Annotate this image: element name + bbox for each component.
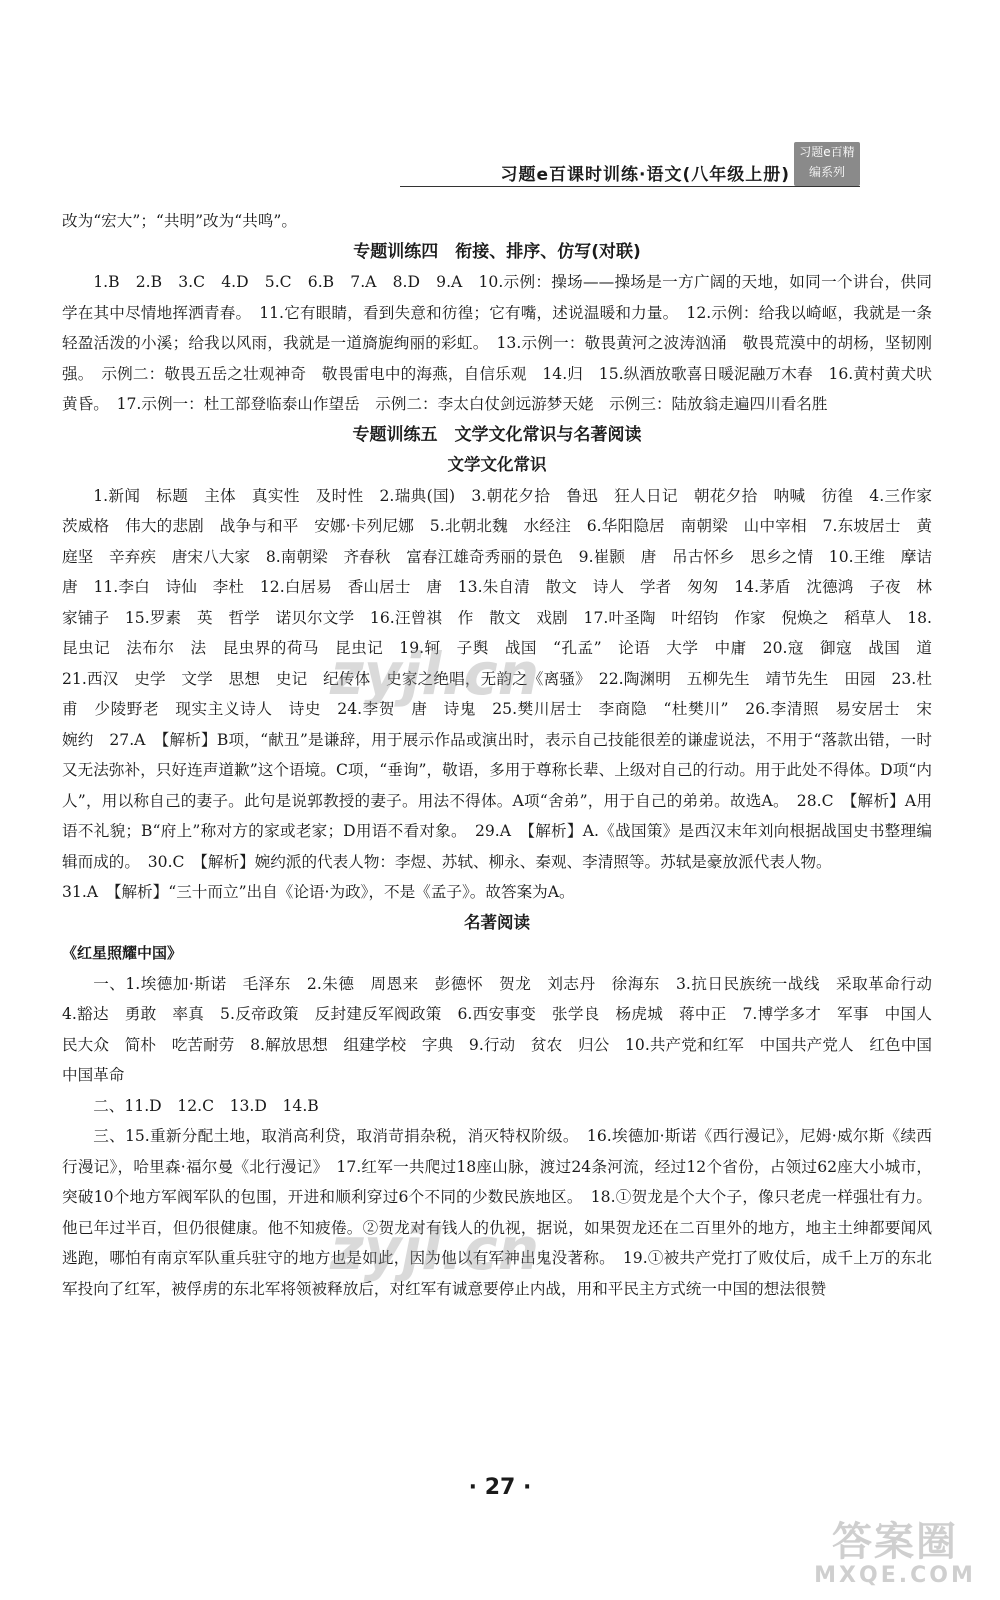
watermark-site-2: zyjl.cn — [330, 1215, 540, 1283]
intro-line: 改为“宏大”；“共明”改为“共鸣”。 — [62, 212, 297, 230]
section4-title: 专题训练四 衔接、排序、仿写(对联) — [353, 241, 641, 262]
header-title: 习题e百课时训练·语文(八年级上册) — [500, 165, 790, 185]
classics-part3: 三、15.重新分配土地，取消高利贷，取消苛捐杂税，消灭特权阶级。 16.埃德加·斯诺《西行漫记》，尼姆·威尔斯《续西行漫记》，哈里森·福尔曼《北行漫记》 17.红军一共爬过18座山脉，渡过24条河流，经过12个省份，占领过62座大小城市，突破10个地方军阀军队的包围，开进和顺利穿过6个不同的少数民族地区。 18.①贺龙是个大个子，像只老虎一样强壮有力。他已年过半百，但仍很健康。他不知疲倦。②贺龙对有钱人的仇视，据说，如果贺龙还在二百里外的地方，地主土绅都要闻风逃跑，哪怕有南京军队重兵驻守的地方也是如此，因为他以有军神出鬼没著称。 19.①被共产党打了败仗后，成千上万的东北军投向了红军，被俘虏的东北军将领被释放后，对红军有诚意要停止内战，用和平民主方式统一中国的想法很赞 — [62, 1127, 932, 1298]
running-header — [400, 145, 860, 187]
classics-part2: 二、11.D 12.C 13.D 14.B — [93, 1096, 319, 1115]
watermark-site-1: zyjl.cn — [330, 640, 540, 708]
subheading-literature: 文学文化常识 — [447, 455, 547, 474]
corner-watermark-url: MXQE.COM — [814, 1563, 976, 1588]
page-number: · 27 · — [468, 1475, 532, 1500]
series-badge: 习题e百精编系列 — [794, 142, 860, 186]
corner-watermark — [810, 1510, 980, 1590]
literature-answers: 1.新闻 标题 主体 真实性 及时性 2.瑞典(国) 3.朝花夕拾 鲁迅 狂人日记 朝花夕拾 呐喊 彷徨 4.三作家 茨威格 伟大的悲剧 战争与和平 安娜·卡列尼娜 5.北朝北魏 水经注 6.华阳隐居 南朝梁 山中宰相 7.东坡居士 黄庭坚 辛弃疾 唐宋八大家 8.南朝梁 齐春秋 富春江雄奇秀丽的景色 9.崔颢 唐 吊古怀乡 思乡之情 10.王维 摩诘 唐 11.李白 诗仙 李杜 12.白居易 香山居士 唐 13.朱自清 散文 诗人 学者 匆匆 14.茅盾 沈德鸿 子夜 林家铺子 15.罗素 英 哲学 诺贝尔文学 16.汪曾祺 作 散文 戏剧 17.叶圣陶 叶绍钧 作家 倪焕之 稻草人 18.昆虫记 法布尔 法 昆虫界的荷马 昆虫记 19.轲 子舆 战国 “孔孟” 论语 大学 中庸 20.寇 御寇 战国 道 21.西汉 史学 文学 思想 史记 纪传体 史家之绝唱，无韵之《离骚》 22.陶渊明 五柳先生 靖节先生 田园 23.杜甫 少陵野老 现实主义诗人 诗史 24.李贺 唐 诗鬼 25.樊川居士 李商隐 “杜樊川” 26.李清照 易安居士 宋 婉约 27.A 【解析】B项，“献丑”是谦辞，用于展示作品或演出时，表示自己技能很差的谦虚说法，不用于“落款出错，一时又无法弥补，只好连声道歉”这个语境。C项，“垂询”，敬语，多用于尊称长辈、上级对自己的行动。用于此处不得体。D项“内人”，用以称自己的妻子。此句是说郭教授的妻子。用法不得体。A项“舍弟”，用于自己的弟弟。故选A。 28.C 【解析】A用语不礼貌；B“府上”称对方的家或老家；D用语不看对象。 29.A 【解析】A.《战国策》是西汉末年刘向根据战国史书整理编辑而成的。 30.C 【解析】婉约派的代表人物：李煜、苏轼、柳永、秦观、李清照等。苏轼是豪放派代表人物。 — [62, 486, 948, 871]
classics-part1: 一、1.埃德加·斯诺 毛泽东 2.朱德 周恩来 彭德怀 贺龙 刘志丹 徐海东 3.抗日民族统一战线 采取革命行动 4.豁达 勇敢 率真 5.反帝政策 反封建反军阀政策 6.西安事变 张学良 杨虎城 蒋中正 7.博学多才 军事 中国人民大众 简朴 吃苦耐劳 8.解放思想 组建学校 字典 9.行动 贫农 归公 10.共产党和红军 中国共产党人 红色中国 中国革命 — [62, 974, 948, 1084]
book-title: 《红星照耀中国》 — [62, 944, 183, 962]
answer-content — [62, 206, 948, 1304]
literature-answer-31: 31.A 【解析】“三十而立”出自《论语·为政》，不是《孟子》。故答案为A。 — [62, 883, 575, 901]
subheading-classics: 名著阅读 — [464, 912, 530, 932]
section5-title: 专题训练五 文学文化常识与名著阅读 — [352, 424, 642, 445]
section4-answers: 1.B 2.B 3.C 4.D 5.C 6.B 7.A 8.D 9.A 10.示例：操场——操场是一方广阔的天地，如同一个讲台，供同学在其中尽情地挥洒青春。 11.它有眼睛，看到失意和彷徨；它有嘴，述说温暖和力量。 12.示例：给我以崎岖，我就是一条轻盈活泼的小溪；给我以风雨，我就是一道旖旎绚丽的彩虹。 13.示例一：敬畏黄河之波涛汹涌 敬畏荒漠中的胡杨，坚韧刚强。 示例二：敬畏五岳之壮观神奇 敬畏雷电中的海燕，自信乐观 14.归 15.纵酒放歌喜日暖泥融万木春 16.黄村黄犬吠黄昏。 17.示例一：杜工部登临泰山作望岳 示例二：李太白仗剑远游梦天姥 示例三：陆放翁走遍四川看名胜 — [62, 273, 932, 413]
corner-watermark-title: 答案圈 — [832, 1519, 958, 1565]
